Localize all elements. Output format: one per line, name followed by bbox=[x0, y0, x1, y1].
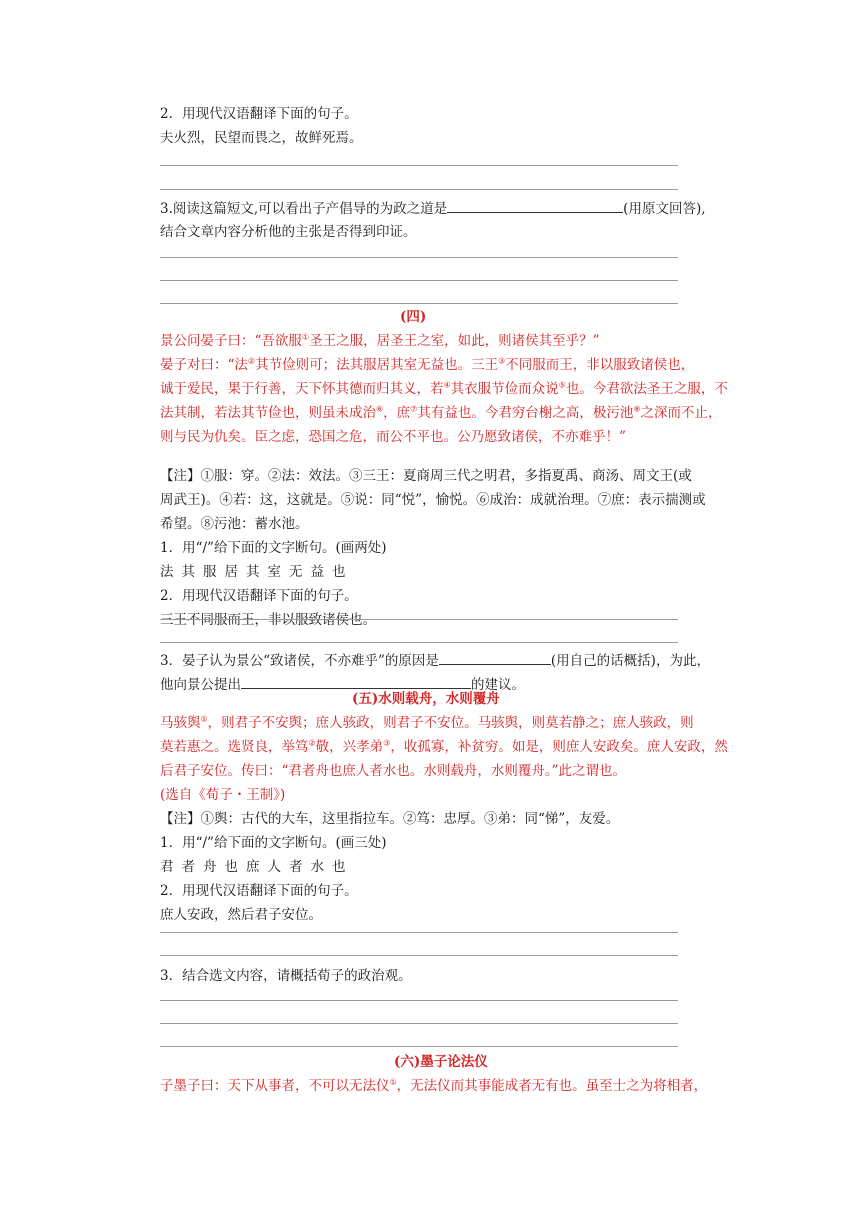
s4-passage-line-1: 景公问晏子曰：“吾欲服①圣王之服，居圣王之室，如此，则诸侯其至乎？” bbox=[160, 332, 600, 349]
s5-q3-prompt: 3．结合选文内容，请概括荀子的政治观。 bbox=[160, 968, 412, 984]
answer-line[interactable] bbox=[160, 1046, 678, 1047]
s5-passage-line-1: 马骇舆①，则君子不安舆；庶人骇政，则君子不安位。马骇舆，则莫若静之；庶人骇政，则 bbox=[160, 714, 694, 731]
s5-passage-line-2: 莫若惠之。选贤良，举笃②敬，兴孝弟③，收孤寡，补贫穷。如是，则庶人安政矣。庶人安政，然 bbox=[160, 738, 728, 755]
s4-q3-prompt: 3．晏子认为景公“致诸侯，不亦难乎”的原因是 (用自己的话概括)，为此， bbox=[160, 650, 710, 671]
answer-line[interactable] bbox=[160, 303, 678, 304]
section-6-title: (六)墨子论法仪 bbox=[394, 1054, 488, 1070]
fill-blank[interactable] bbox=[447, 198, 623, 213]
answer-line[interactable] bbox=[160, 932, 678, 933]
s3-q3-prompt-cont: 结合文章内容分析他的主张是否得到印证。 bbox=[160, 224, 417, 240]
answer-line[interactable] bbox=[160, 165, 678, 166]
s4-note-line-2: 周武王)。④若：这，这就是。⑤说：同“悦”，愉悦。⑥成治：成就治理。⑦庶：表示揣测或 bbox=[160, 492, 706, 508]
s4-passage-line-2: 晏子对曰：“法②其节俭则可；法其服居其室无益也。三王③不同服而王，非以服致诸侯也， bbox=[160, 356, 695, 373]
fill-blank[interactable] bbox=[439, 650, 551, 665]
s5-source: (选自《荀子・王制》) bbox=[160, 787, 286, 803]
s5-q1-prompt: 1．用“/”给下面的文字断句。(画三处) bbox=[160, 835, 387, 851]
s4-q1-prompt: 1．用“/”给下面的文字断句。(画两处) bbox=[160, 540, 387, 556]
s4-q3-prompt-cont: 他向景公提出 的建议。 bbox=[160, 674, 525, 695]
section-5-title: (五)水则载舟，水则覆舟 bbox=[352, 691, 500, 707]
answer-line[interactable] bbox=[160, 619, 678, 620]
s4-note-line-1: 【注】①服：穿。②法：效法。③三王：夏商周三代之明君，多指夏禹、商汤、周文王(或 bbox=[160, 468, 692, 484]
section-4-title: (四) bbox=[400, 309, 427, 325]
answer-line[interactable] bbox=[160, 1023, 678, 1024]
s6-passage-line-1: 子墨子曰：天下从事者，不可以无法仪①，无法仪而其事能成者无有也。虽至士之为将相者， bbox=[160, 1077, 708, 1094]
s5-q1-text[interactable]: 君者舟也庶人者水也 bbox=[160, 859, 354, 875]
s4-q1-text[interactable]: 法其服居其室无益也 bbox=[160, 564, 354, 580]
s5-note-line-1: 【注】①舆：古代的大车，这里指拉车。②笃：忠厚。③弟：同“悌”，友爱。 bbox=[160, 811, 620, 827]
s3-q2-prompt: 2．用现代汉语翻译下面的句子。 bbox=[160, 106, 358, 122]
s5-q2-prompt: 2．用现代汉语翻译下面的句子。 bbox=[160, 883, 358, 899]
s3-q3-prompt: 3.阅读这篇短文,可以看出子产倡导的为政之道是 (用原文回答), bbox=[160, 198, 706, 219]
answer-line[interactable] bbox=[160, 1000, 678, 1001]
s5-passage-line-3: 后君子安位。传曰：“君者舟也庶人者水也。水则载舟，水则覆舟。”此之谓也。 bbox=[160, 763, 627, 779]
answer-line[interactable] bbox=[160, 280, 678, 281]
answer-line[interactable] bbox=[160, 189, 678, 190]
s3-q2-sentence: 夫火烈，民望而畏之，故鲜死焉。 bbox=[160, 130, 363, 146]
s4-q2-prompt: 2．用现代汉语翻译下面的句子。 bbox=[160, 588, 358, 604]
answer-line[interactable] bbox=[160, 955, 678, 956]
s4-q2-sentence: 三王不同服而王，非以服致诸侯也。 bbox=[160, 612, 376, 628]
s4-passage-line-5: 则与民为仇矣。臣之虑，恐国之危，而公不平也。公乃愿致诸侯，不亦难乎！” bbox=[160, 429, 626, 445]
s4-note-line-3: 希望。⑧污池：蓄水池。 bbox=[160, 516, 309, 532]
answer-line[interactable] bbox=[160, 642, 678, 643]
fill-blank[interactable] bbox=[241, 674, 471, 689]
s4-passage-line-3: 诚于爱民，果于行善，天下怀其德而归其义，若④其衣服节俭而众说⑤也。今君欲法圣王之服，不 bbox=[160, 380, 728, 397]
s5-q2-sentence: 庶人安政，然后君子安位。 bbox=[160, 907, 322, 923]
s4-passage-line-4: 法其制，若法其节俭也，则虽未成治⑥，庶⑦其有益也。今君穷台榭之高，极污池⑧之深而不止， bbox=[160, 404, 722, 421]
answer-line[interactable] bbox=[160, 257, 678, 258]
